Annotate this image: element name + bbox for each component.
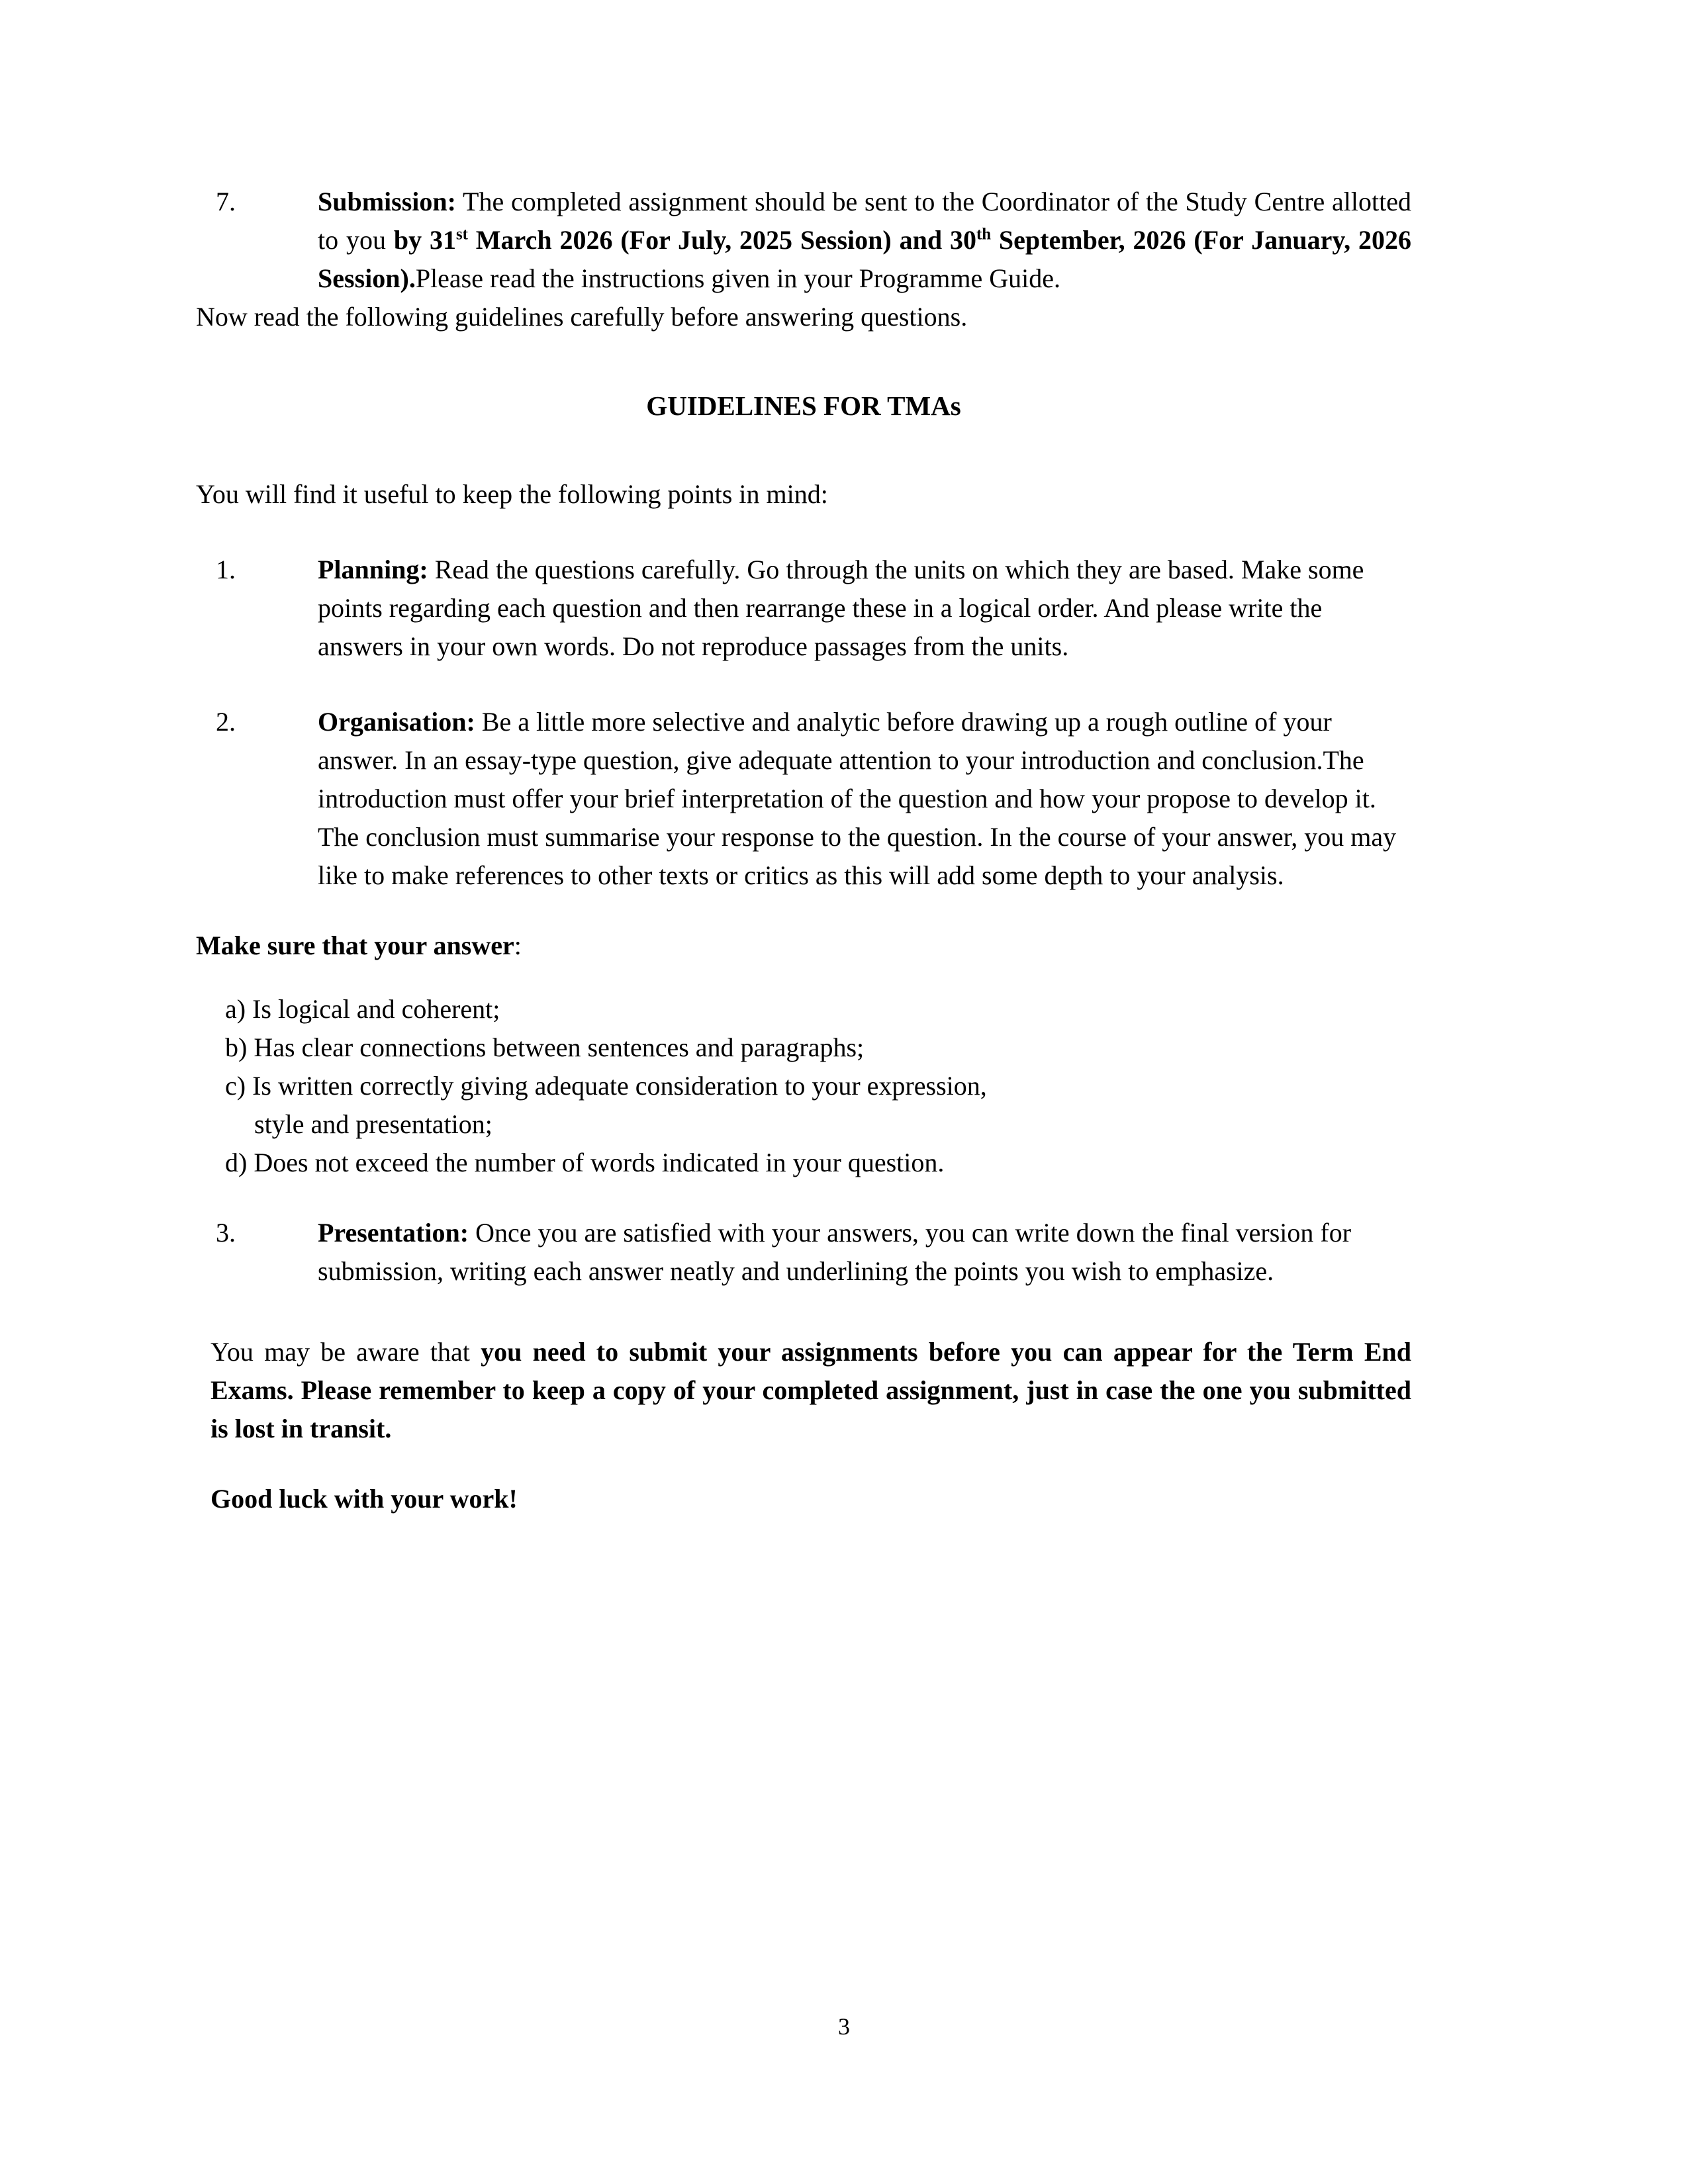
submission-superscript-st: st — [456, 225, 468, 244]
spacer — [196, 514, 1411, 551]
spacer — [196, 965, 1411, 990]
make-sure-heading — [196, 927, 1411, 965]
list-item-body — [318, 703, 1411, 895]
list-item-number: 2. — [216, 707, 236, 737]
list-item: d) Does not exceed the number of words indicated in your question. — [225, 1148, 945, 1177]
list-item-body — [318, 1214, 1411, 1291]
final-note-lead: You may be aware that — [211, 1337, 481, 1367]
list-item-number: 1. — [216, 555, 236, 584]
presentation-text: Once you are satisfied with your answers, you can write down the final version for submission, writing each answer neatly and underlining the points you wish to emphasize. — [318, 1218, 1352, 1286]
make-sure-colon: : — [514, 931, 522, 960]
page-number: 3 — [838, 2013, 850, 2040]
organisation-label: Organisation: — [318, 707, 475, 737]
spacer — [196, 1448, 1411, 1480]
submission-text-after: Please read the instructions given in your Programme Guide. — [415, 263, 1061, 293]
spacer — [196, 666, 1411, 703]
intro-line: You will find it useful to keep the following points in mind: — [196, 479, 828, 509]
make-sure-bold: Make sure that your answer — [196, 931, 514, 960]
list-item-submission — [196, 183, 1411, 298]
list-item-organisation — [196, 703, 1411, 895]
final-note — [196, 1333, 1411, 1448]
list-item-number: 7. — [216, 187, 236, 216]
submission-date-bold-2: March 2026 (For July, 2025 Session) and 30 — [467, 225, 976, 255]
submission-date-bold-3: September, 2026 (For January, 2026 Session). — [318, 225, 1411, 293]
list-item: a) Is logical and coherent; — [225, 994, 500, 1024]
planning-text: Read the questions carefully. Go through the units on which they are based. Make some points regarding each question and then rearrange these in a logical order. And please write the answers in your own words. Do not reproduce passages from the units. — [318, 555, 1364, 661]
now-read-line: Now read the following guidelines carefully before answering questions. — [196, 302, 968, 332]
organisation-text: Be a little more selective and analytic before drawing up a rough outline of your answer. In an essay-type question, give adequate attention to your introduction and conclusion.The introduction must offer your brief interpretation of the question and how your propose to develop it. The conclusion must summarise your response to the question. In the course of your answer, you may like to make references to other texts or critics as this will add some depth to your analysis. — [318, 707, 1397, 890]
final-note-bold: you need to submit your assignments before you can appear for the Term End Exams. Please remember to keep a copy of your completed assignment, just in case the one you submitted is lost in transit. — [211, 1337, 1411, 1443]
submission-date-bold-1: by 31 — [393, 225, 456, 255]
submission-superscript-th: th — [976, 225, 992, 244]
list-item-body — [318, 183, 1411, 298]
page-title: GUIDELINES FOR TMAs — [646, 390, 961, 421]
spacer — [196, 895, 1411, 927]
list-item: b) Has clear connections between sentences and paragraphs; — [225, 1032, 865, 1062]
submission-text-before: The completed assignment should be sent to the Coordinator of the Study Centre allotted to you — [318, 187, 1411, 255]
planning-label: Planning: — [318, 555, 428, 584]
spacer — [196, 425, 1411, 475]
spacer — [196, 1182, 1411, 1214]
list-item-number: 3. — [216, 1218, 236, 1248]
submission-label: Submission: — [318, 187, 456, 216]
list-item-continuation: style and presentation; — [254, 1109, 492, 1139]
presentation-label: Presentation: — [318, 1218, 469, 1248]
spacer — [196, 1291, 1411, 1333]
list-item-presentation — [196, 1214, 1411, 1291]
spacer — [196, 336, 1411, 387]
good-luck-note: Good luck with your work! — [211, 1484, 518, 1514]
list-item-planning — [196, 551, 1411, 666]
answer-points-list — [196, 990, 1411, 1182]
list-item-body — [318, 551, 1411, 666]
list-item: c) Is written correctly giving adequate consideration to your expression, — [225, 1071, 987, 1101]
page-content — [196, 183, 1411, 1518]
